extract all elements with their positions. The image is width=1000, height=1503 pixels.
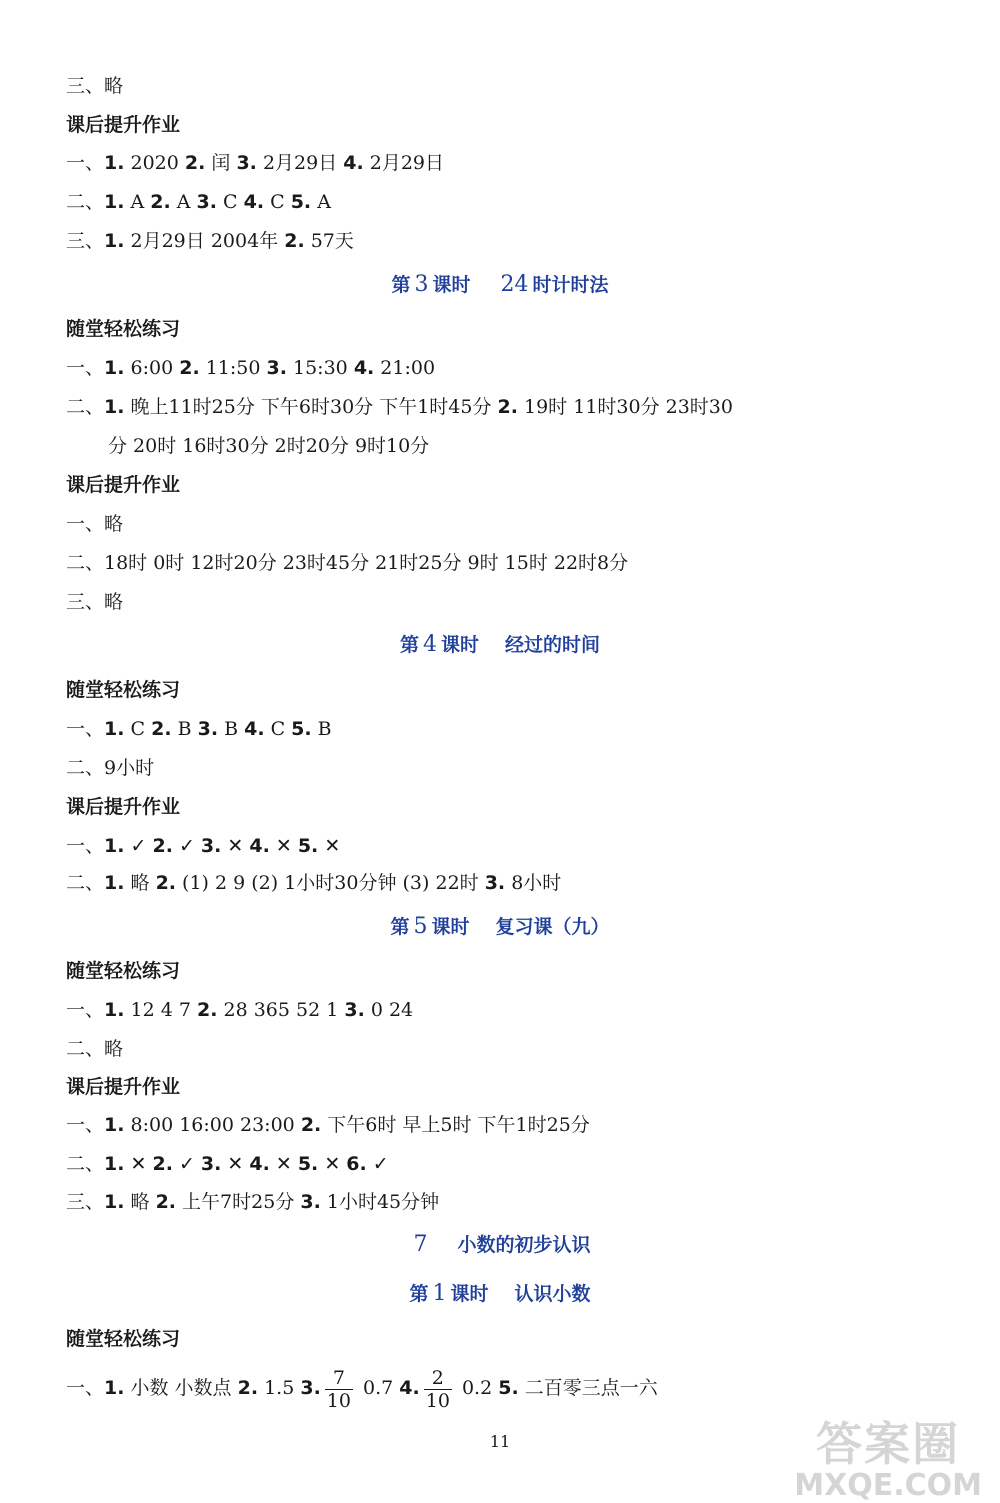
answer-line: 一、1. 小数 小数点 2. 1.5 3. $\frac{7}{10}$ 0.7 4. $\frac{2}{10}$ 0.2 5. 二百零三点一六 bbox=[66, 1366, 658, 1412]
answer-line: 一、1. C 2. B 3. B 4. C 5. B bbox=[66, 718, 332, 740]
answer-line: 二、9小时 bbox=[66, 757, 155, 779]
lesson-title: 第 4 课时 经过的时间 bbox=[399, 632, 601, 657]
fraction: $\frac{7}{10}$ bbox=[326, 1366, 351, 1412]
watermark: 答案圈 MXQE.COM bbox=[794, 1417, 982, 1503]
section-heading: 随堂轻松练习 bbox=[66, 318, 181, 340]
answer-line: 一、1. 2020 2. 闰 3. 2月29日 4. 2月29日 bbox=[66, 152, 445, 174]
section-heading: 课后提升作业 bbox=[66, 474, 181, 496]
answer-line: 二、18时 0时 12时20分 23时45分 21时25分 9时 15时 22时8分 bbox=[66, 552, 629, 574]
answer-line: 一、1. 8:00 16:00 23:00 2. 下午6时 早上5时 下午1时25分 bbox=[66, 1114, 590, 1136]
answer-line: 三、1. 略 2. 上午7时25分 3. 1小时45分钟 bbox=[66, 1191, 440, 1213]
answer-line: 一、1. ✓ 2. ✓ 3. ✕ 4. ✕ 5. ✕ bbox=[66, 835, 341, 857]
answer-line: 分 20时 16时30分 2时20分 9时10分 bbox=[108, 435, 430, 457]
section-heading: 随堂轻松练习 bbox=[66, 1328, 181, 1350]
answer-line: 二、1. 略 2. (1) 2 9 (2) 1小时30分钟 (3) 22时 3. 8小时 bbox=[66, 872, 562, 894]
answer-line: 三、1. 2月29日 2004年 2. 57天 bbox=[66, 230, 354, 252]
answer-line: 二、1. 晚上11时25分 下午6时30分 下午1时45分 2. 19时 11时30分 23时30 bbox=[66, 396, 733, 418]
answer-line: 二、1. A 2. A 3. C 4. C 5. A bbox=[66, 191, 331, 213]
lesson-title: 第 5 课时 复习课（九） bbox=[390, 914, 610, 939]
answer-line: 二、1. ✕ 2. ✓ 3. ✕ 4. ✕ 5. ✕ 6. ✓ bbox=[66, 1153, 389, 1175]
lesson-title: 第 1 课时 认识小数 bbox=[409, 1281, 591, 1306]
lesson-title: 第 3 课时 24 时计时法 bbox=[391, 272, 609, 297]
section-heading: 随堂轻松练习 bbox=[66, 960, 181, 982]
chapter-title: 7 小数的初步认识 bbox=[413, 1232, 591, 1257]
answer-line: 二、略 bbox=[66, 1038, 124, 1060]
answer-line: 三、略 bbox=[66, 75, 124, 97]
section-heading: 课后提升作业 bbox=[66, 114, 181, 136]
answer-line: 一、略 bbox=[66, 513, 124, 535]
answer-line: 三、略 bbox=[66, 591, 124, 613]
page-number: 11 bbox=[489, 1432, 511, 1451]
fraction: $\frac{2}{10}$ bbox=[425, 1366, 450, 1412]
section-heading: 随堂轻松练习 bbox=[66, 679, 181, 701]
section-heading: 课后提升作业 bbox=[66, 1076, 181, 1098]
section-heading: 课后提升作业 bbox=[66, 796, 181, 818]
answer-line: 一、1. 6:00 2. 11:50 3. 15:30 4. 21:00 bbox=[66, 357, 436, 379]
answer-line: 一、1. 12 4 7 2. 28 365 52 1 3. 0 24 bbox=[66, 999, 414, 1021]
